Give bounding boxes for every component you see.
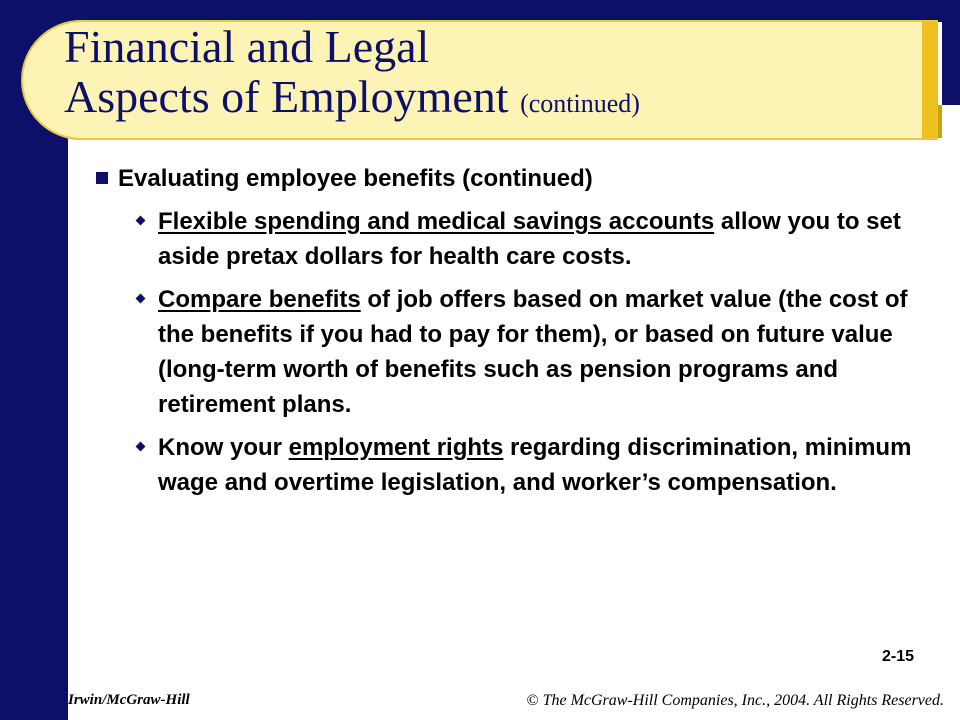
slide-title <box>64 22 640 129</box>
sub-bullet-term: Compare benefits <box>158 286 361 313</box>
sub-bullet-rest: regarding discrimination, minimum wage and overtime legislation, and worker’s compensation. <box>158 434 912 496</box>
square-bullet-icon <box>96 172 108 184</box>
sub-bullet-term: employment rights <box>288 434 504 461</box>
slide-number: 2-15 <box>882 648 915 665</box>
gold-strip <box>922 22 938 138</box>
sub-bullet-item <box>158 282 943 422</box>
sub-bullet-rest: allow you to set aside pretax dollars for health care costs. <box>158 208 901 270</box>
title-line-2-text: Aspects of Employment <box>64 71 509 122</box>
diamond-bullet-icon <box>136 216 146 226</box>
sub-bullet-item <box>158 430 943 500</box>
footer-copyright: © The McGraw-Hill Companies, Inc., 2004. All Rights Reserved. <box>526 692 944 709</box>
top-bar <box>0 0 960 22</box>
diamond-bullet-icon <box>136 442 146 452</box>
title-line-2 <box>64 72 640 129</box>
bullet-text: Evaluating employee benefits (continued) <box>118 165 593 192</box>
sub-bullet-term: Flexible spending and medical savings accounts <box>158 208 715 235</box>
gold-strip-shadow <box>938 105 942 138</box>
right-corner-bar <box>942 0 960 105</box>
footer-publisher: Irwin/McGraw-Hill <box>68 692 190 708</box>
title-suffix: (continued) <box>520 89 640 118</box>
diamond-bullet-icon <box>136 294 146 304</box>
bullet-item <box>96 162 946 196</box>
slide-body <box>96 162 946 500</box>
title-line-1: Financial and Legal <box>64 21 430 72</box>
sub-bullet-pre: Know your <box>158 434 289 461</box>
sub-bullet-rest: of job offers based on market value (the cost of the benefits if you had to pay for them), or based on future value (long-term worth of benefits such as pension programs and retirement plans. <box>158 286 908 418</box>
sub-bullet-item <box>158 204 943 274</box>
